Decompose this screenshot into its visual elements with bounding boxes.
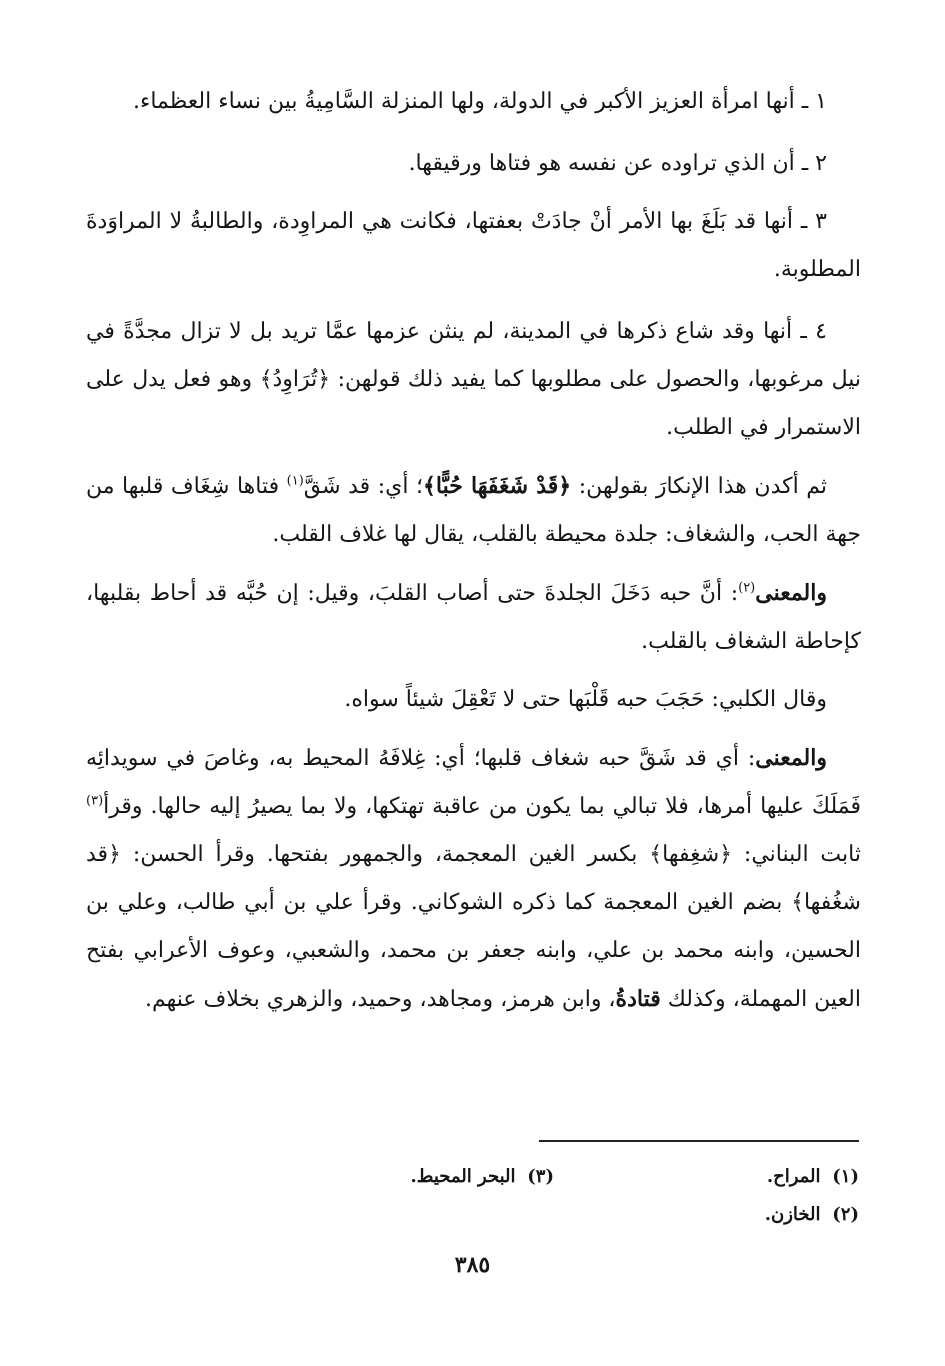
footnote-text: المراح. [766, 1166, 821, 1187]
paragraph-text: ، وابن هرمز، ومجاهد، وحميد، والزهري بخلاف عنهم. [144, 987, 616, 1012]
footnote-number: (١) [832, 1166, 859, 1187]
paragraph-text: ٢ ـ أن الذي تراوده عن نفسه هو فتاها ورقيقها. [408, 151, 827, 176]
footnotes [86, 1158, 859, 1234]
paragraph-meaning-2 [86, 734, 861, 1024]
bold-name: قتادةُ [615, 986, 661, 1012]
paragraph-text: ؛ أي: قد شَقَّ [303, 474, 423, 499]
paragraph-kalbi [86, 676, 861, 724]
footnote-separator [539, 1140, 859, 1142]
footnote-row [86, 1158, 859, 1196]
footnote-marker: (١) [286, 473, 304, 489]
footnote-text: الخازن. [764, 1204, 821, 1225]
paragraph-text: : أنَّ حبه دَخَلَ الجلدةَ حتى أصاب القلبَ، وقيل: إن حُبَّه قد أحاط بقلبها، كإحاطة الشغاف بالقلب. [86, 581, 861, 654]
paragraph-text: وقال الكلبي: حَجَبَ حبه قَلْبَها حتى لا تَعْقِلَ شيئاً سواه. [344, 687, 827, 712]
paragraph-point-1 [86, 78, 861, 126]
quran-quote: ﴿قَدْ شَغَفَهَا حُبًّا﴾ [422, 473, 572, 499]
lead-word: والمعنى [755, 745, 827, 771]
footnote-marker: (٢) [738, 580, 756, 596]
footnote-1 [554, 1158, 859, 1196]
paragraph-text: ١ ـ أنها امرأة العزيز الأكبر في الدولة، ولها المنزلة السَّامِيةُ بين نساء العظماء. [133, 89, 827, 114]
paragraph-point-2 [86, 140, 861, 188]
paragraph-text: فتاها شِغَاف قلبها من جهة الحب، والشغاف: جلدة محيطة بالقلب، يقال لها غلاف القلب. [86, 474, 861, 547]
footnote-3 [249, 1158, 554, 1196]
footnote-marker: (٣) [86, 793, 104, 809]
paragraph-meaning-1 [86, 569, 861, 666]
paragraph-shaghafaha [86, 462, 861, 559]
page-body [86, 78, 861, 1024]
footnote-text: البحر المحيط. [410, 1166, 516, 1187]
paragraph-point-4 [86, 308, 861, 452]
footnote-number: (٣) [527, 1166, 554, 1187]
lead-word: والمعنى [755, 580, 827, 606]
paragraph-text: : أي قد شَقَّ حبه شغاف قلبها؛ أي: غِلافَهُ المحيط به، وغاصَ في سويدائِه فَمَلَكَ عليها أمرها، فلا تبالي بما يكون من عاقبة تهتكها، ولا بما يصيرُ إليه حالها. وقرأ [86, 746, 861, 819]
footnote-row [86, 1196, 859, 1234]
paragraph-text: ٣ ـ أنها قد بَلَغَ بها الأمر أنْ جادَتْ بعفتها، فكانت هي المراوِدة، والطالبةُ لا المراوَدةَ المطلوبة. [86, 209, 861, 282]
paragraph-text: ثم أكدن هذا الإنكارَ بقولهن: [571, 474, 828, 499]
paragraph-text: ثابت البناني: ﴿شغِفها﴾ بكسر الغين المعجمة، والجمهور بفتحها. وقرأ الحسن: ﴿قد شغُفها﴾ بضم الغين المعجمة كما ذكره الشوكاني. وقرأ علي بن أبي طالب، وعلي بن الحسين، وابنه محمد بن علي، وابنه جعفر بن محمد، والشعبي، وعوف الأعرابي بفتح العين المهملة، وكذلك [86, 842, 861, 1012]
paragraph-point-3 [86, 198, 861, 294]
footnote-number: (٢) [832, 1204, 859, 1225]
paragraph-text: ٤ ـ أنها وقد شاع ذكرها في المدينة، لم ينثن عزمها عمَّا تريد بل لا تزال مجدَّةً في نيل مرغوبها، والحصول على مطلوبها كما يفيد ذلك قولهن: ﴿تُرَاوِدُ﴾ وهو فعل يدل على الاستمرار في الطلب. [86, 319, 861, 440]
footnote-2 [554, 1196, 859, 1234]
page-number: ٣٨٥ [454, 1252, 491, 1278]
